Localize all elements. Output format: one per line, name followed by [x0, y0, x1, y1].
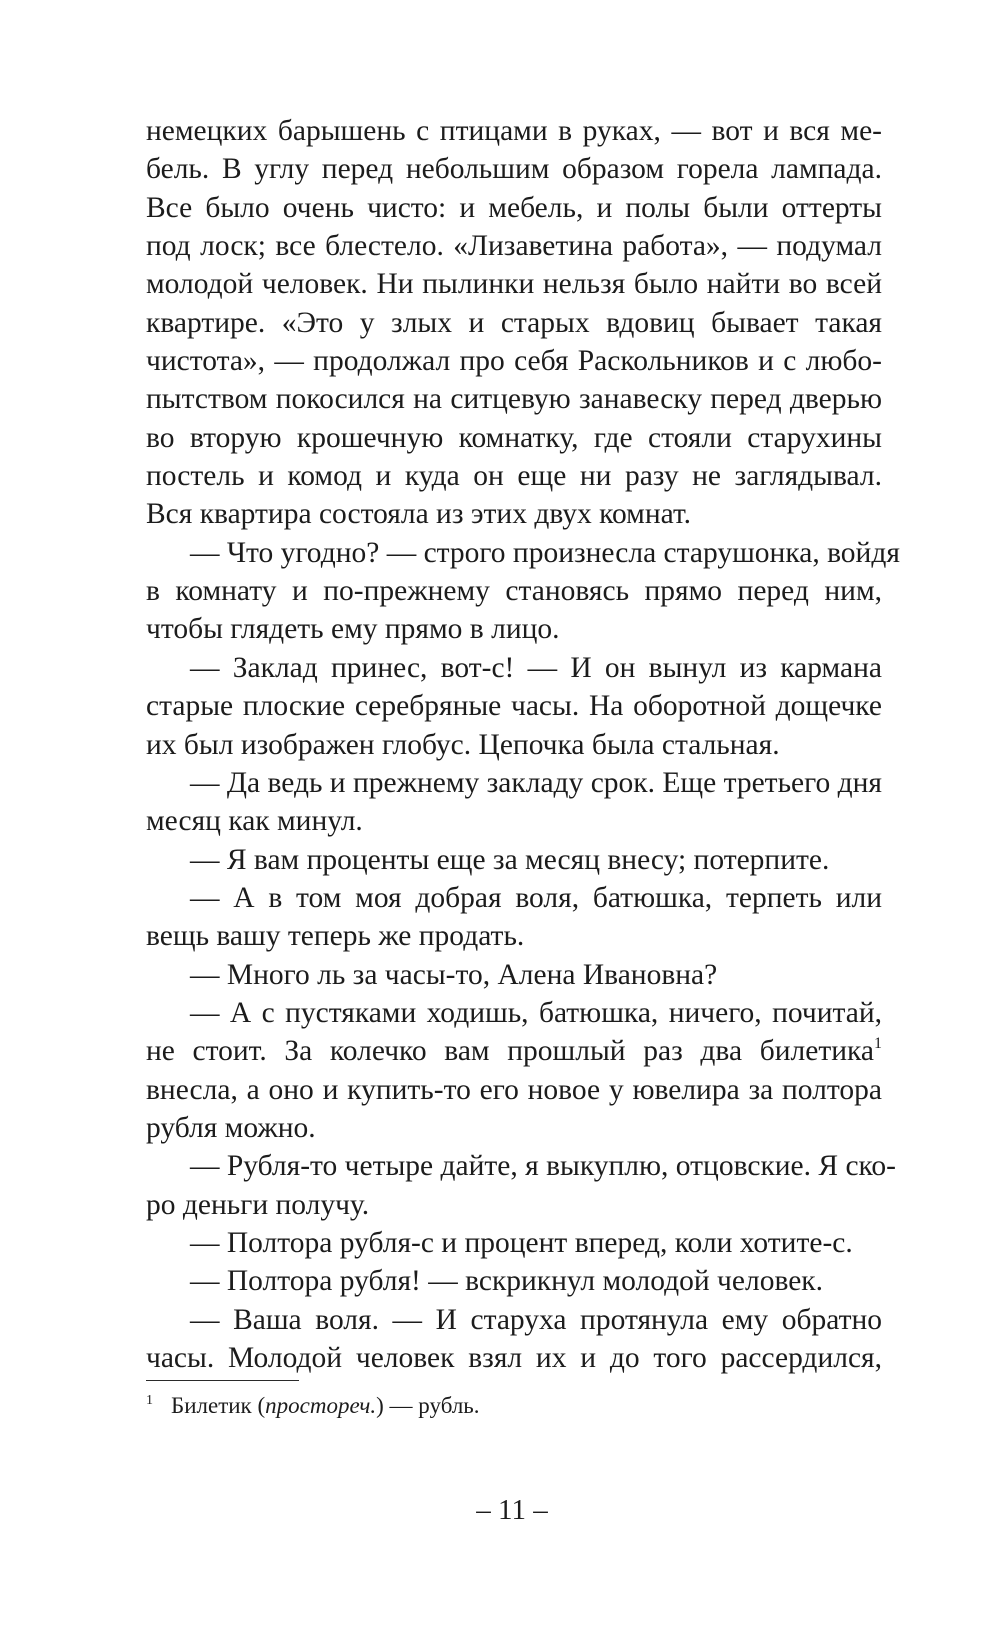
- footnote-definition: — рубль.: [383, 1393, 480, 1418]
- text-line: Все было очень чисто: и мебель, и полы были оттерты: [146, 191, 882, 224]
- text-line: — Рубля-то четыре дайте, я выкуплю, отцовские. Я ско-: [190, 1150, 896, 1183]
- text-line: ро деньги получу.: [146, 1188, 370, 1221]
- footnote-note-open: (: [257, 1393, 266, 1418]
- text-line: — А в том моя добрая воля, батюшка, терпеть или: [190, 881, 882, 914]
- text-line: рубля можно.: [146, 1111, 316, 1144]
- text-line: внесла, а оно и купить-то его новое у ювелира за полтора: [146, 1073, 882, 1106]
- text-line: — Что угодно? — строго произнесла старушонка, войдя: [190, 536, 900, 569]
- text-line: — Много ль за часы-то, Алена Ивановна?: [190, 958, 718, 991]
- text-line: вещь вашу теперь же продать.: [146, 920, 525, 953]
- text-line: под лоск; все блестело. «Лизаветина работа», — подумал: [146, 230, 882, 263]
- footnote: [146, 1391, 480, 1421]
- text-line: чистота», — продолжал про себя Раскольников и с любо-: [146, 345, 882, 378]
- text-line-content: не стоит. За колечко вам прошлый раз два билетика: [146, 1035, 874, 1068]
- text-line: чтобы глядеть ему прямо в лицо.: [146, 613, 560, 646]
- text-line-with-footnote: [146, 1032, 882, 1070]
- text-line: — Я вам проценты еще за месяц внесу; потерпите.: [190, 843, 830, 876]
- footnote-divider: [146, 1380, 299, 1381]
- text-line: в комнату и по-прежнему становясь прямо перед ним,: [146, 575, 882, 608]
- text-line: старые плоские серебряные часы. На оборотной дощечке: [146, 690, 882, 723]
- text-line: месяц как минул.: [146, 805, 363, 838]
- text-line: пытством покосился на ситцевую занавеску перед дверью: [146, 383, 882, 416]
- text-line: — Заклад принес, вот-с! — И он вынул из кармана: [190, 651, 882, 684]
- text-line: — Полтора рубля! — вскрикнул молодой человек.: [190, 1265, 824, 1298]
- page-number: – 11 –: [476, 1494, 548, 1526]
- text-line: часы. Молодой человек взял их и до того рассердился,: [146, 1342, 882, 1374]
- text-line: во вторую крошечную комнатку, где стояли старухины: [146, 421, 882, 454]
- footnote-mark: 1: [146, 1393, 153, 1408]
- text-line: квартире. «Это у злых и старых вдовиц бывает такая: [146, 306, 882, 339]
- text-line: немецких барышень с птицами в руках, — вот и вся ме-: [146, 115, 882, 147]
- footnote-reference: 1: [874, 1035, 882, 1053]
- footnote-term: Билетик: [171, 1393, 252, 1418]
- footnote-note: простореч.: [265, 1393, 377, 1418]
- text-line: их был изображен глобус. Цепочка была стальная.: [146, 728, 780, 761]
- text-line: — Да ведь и прежнему закладу срок. Еще третьего дня: [190, 766, 882, 799]
- body-text: [146, 112, 900, 1377]
- text-line: — Полтора рубля-с и процент вперед, коли хотите-с.: [190, 1226, 853, 1259]
- text-line: Вся квартира состояла из этих двух комнат.: [146, 498, 692, 531]
- text-line: — Ваша воля. — И старуха протянула ему обратно: [190, 1303, 882, 1336]
- footnote-note-close: ): [376, 1393, 384, 1418]
- text-line: молодой человек. Ни пылинки нельзя было найти во всей: [146, 268, 882, 301]
- text-line: — А с пустяками ходишь, батюшка, ничего, почитай,: [190, 996, 882, 1029]
- text-line: бель. В углу перед небольшим образом горела лампада.: [146, 153, 882, 186]
- text-line: постель и комод и куда он еще ни разу не заглядывал.: [146, 460, 882, 493]
